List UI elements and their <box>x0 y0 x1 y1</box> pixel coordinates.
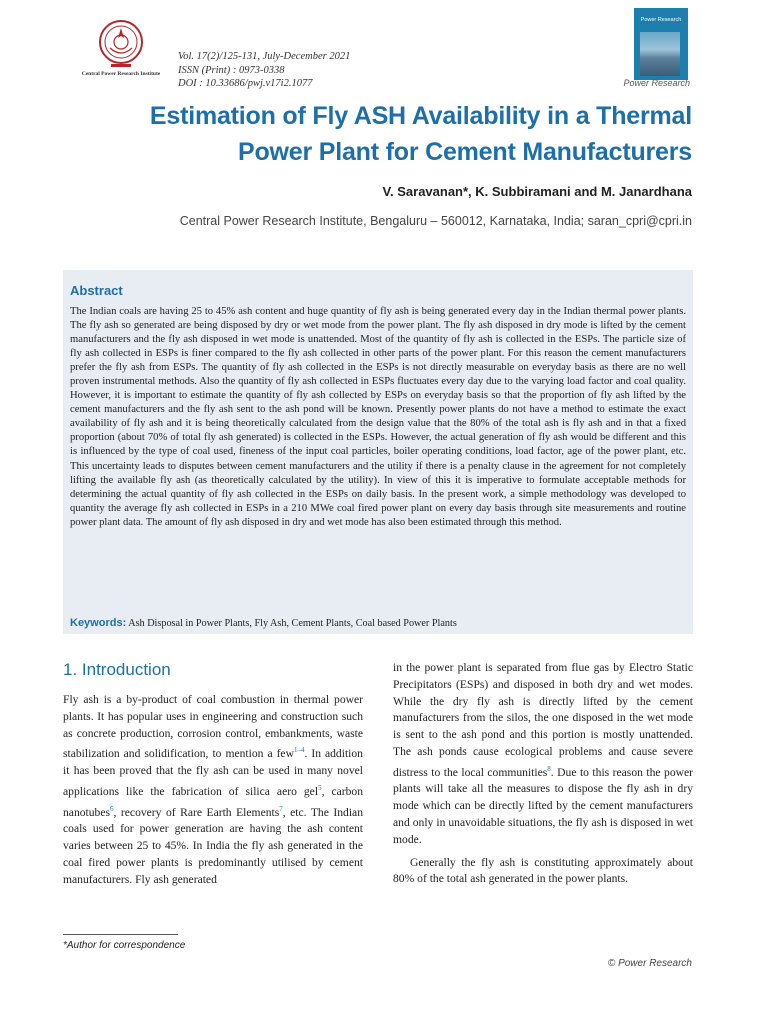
keywords <box>70 617 457 629</box>
journal-name-label: Power Research <box>623 78 690 88</box>
cover-title: Power Research <box>640 17 682 23</box>
abstract-heading: Abstract <box>70 283 123 298</box>
institute-logo <box>62 18 180 77</box>
section-heading-introduction: 1. Introduction <box>63 660 171 679</box>
doi-info: DOI : 10.33686/pwj.v17i2.1077 <box>178 78 313 89</box>
paper-title <box>52 98 692 170</box>
journal-meta <box>178 50 350 91</box>
keywords-list: Ash Disposal in Power Plants, Fly Ash, Cement Plants, Coal based Power Plants <box>126 618 457 629</box>
volume-info: Vol. 17(2)/125-131, July-December 2021 <box>178 51 351 62</box>
paragraph: Generally the fly ash is constituting approximately about 80% of the total ash generated in the power plants. <box>393 855 693 886</box>
paragraph: in the power plant is separated from flue gas by Electro Static Precipitators (ESPs) and disposed in both dry and wet modes. While the dry fly ash is directly lifted by the cement manufacturers from the silos, the one disposed in the wet mode is sent to the ash pond and this portion is mostly unattended. The ash ponds cause ecological problems and cause severe distress to the local communities$^8$. Due to this reason the power plants will take all the measures to dispose the fly ash in dry mode which can be directly lifted by the cement manufacturers and only in unavoidable situations, the fly ash is disposed in wet mode. <box>393 661 693 846</box>
title-line-2: Power Plant for Cement Manufacturers <box>237 138 692 166</box>
seal-icon <box>98 18 144 70</box>
reference-link[interactable]: 5 <box>318 783 322 792</box>
reference-link[interactable]: 6 <box>110 804 114 813</box>
issn-info: ISSN (Print) : 0973-0338 <box>178 64 285 76</box>
column-left <box>63 692 363 888</box>
authors: V. Saravanan*, K. Subbiramani and M. Janardhana <box>382 184 692 199</box>
footnote-rule <box>63 934 178 935</box>
reference-link[interactable]: 8 <box>547 764 551 773</box>
cover-image <box>640 32 680 76</box>
title-line-1: Estimation of Fly ASH Availability in a Thermal <box>149 102 692 130</box>
keywords-label: Keywords: <box>70 617 127 629</box>
footnote: *Author for correspondence <box>63 940 186 951</box>
reference-link[interactable]: 7 <box>279 804 283 813</box>
reference-link[interactable]: 1–4 <box>293 746 305 755</box>
affiliation: Central Power Research Institute, Bengaluru – 560012, Karnataka, India; saran_cpri@cpri.in <box>179 214 692 228</box>
column-right <box>393 660 693 888</box>
logo-caption: Central Power Research Institute <box>81 71 161 77</box>
copyright: © Power Research <box>607 958 692 969</box>
journal-cover-thumbnail <box>634 8 688 80</box>
abstract-text: The Indian coals are having 25 to 45% ash content and huge quantity of fly ash is being generated every day in the Indian thermal power plants. The fly ash so generated are being disposed by dry or wet mode from the power plant. The fly ash disposed in dry mode is lifted by the cement manufacturers and the fly ash disposed in wet mode is unattended. Most of the quantity of fly ash is collected in the ESPs. The particle size of fly ash collected in ESPs is finer compared to the fly ash collected in other parts of the power plant. For this reason the cement manufacturers prefer the fly ash from ESPs. The quantity of fly ash collected in the ESPs is not directly measurable on everyday basis as there are no well proven instrumental methods. Also the quantity of fly ash collected in ESPs fluctuates every day due to the varying load factor and coal quality. However, it is important to estimate the quantity of fly ash collected by ESPs on everyday basis so that the proportion of fly ash lifted by the cement manufacturers and the fly ash sent to the ash pond will be known. Presently power plants do not have a method to estimate the exact availability of fly ash and it is being theoretically calculated from the design value that the 80% of the total ash is fly ash and in that a fixed proportion (about 70% of total fly ash generated) is collected in the ESPs. However, the actual generation of fly ash would be different and this is influenced by the type of coal used, fineness of the input coal particles, boiler operating conditions, load factor, age of the power plant, etc. This uncertainty leads to disputes between cement manufacturers and the utility if there is a penalty clause in the agreement for not completely lifting the available fly ash (as theoretically calculated by the utility). In view of this it is imperative to formulate acceptable methods for determining the actual quantity of fly ash collected in the ESPs on daily basis. In the present work, a simple methodology was developed to quantity the average fly ash collected in ESPs in a 210 MWe coal fired power plant on every day basis through site measurements and routine power plant data. The amount of fly ash disposed in dry and wet mode has also been estimated through this method. <box>70 306 686 528</box>
paragraph: Fly ash is a by-product of coal combustion in thermal power plants. It has popular uses in engineering and construction such as concrete production, corrosion control, embankments, waste stabilization and solidification, to mention a few$^{1-4}$. In addition it has been proved that the fly ash can be used in many novel applications like the fabrication of silica aero gel$^5$, carbon nanotubes$^6$, recovery of Rare Earth Elements$^7$, etc. The Indian coals used for power generation are having the ash content varies between 25 to 45%. In India the fly ash generated in the coal fired power plants is predominantly utilised by cement manufacturers. Fly ash generated <box>63 693 364 886</box>
